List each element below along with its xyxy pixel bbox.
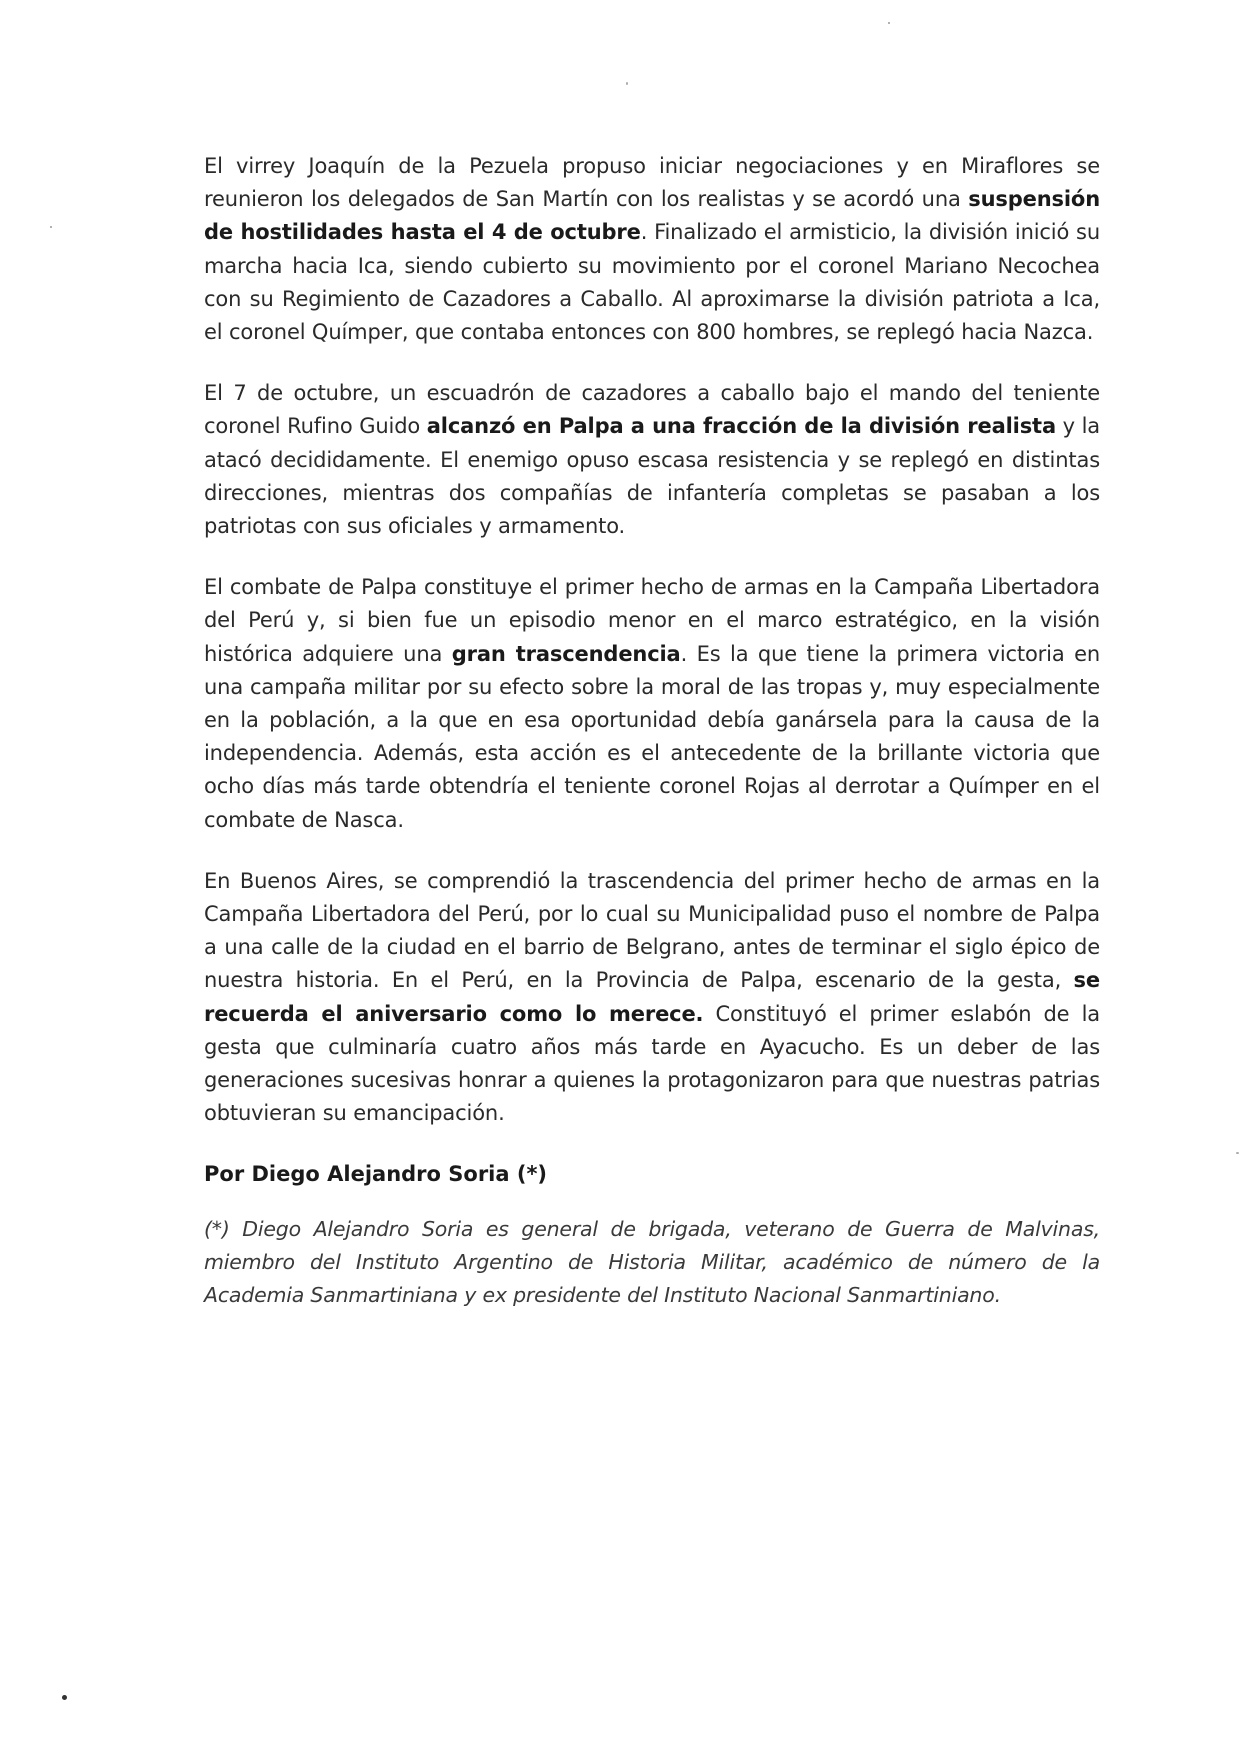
emphasis-text: alcanzó en Palpa a una fracción de la división realista — [426, 414, 1056, 439]
scan-speck — [888, 22, 890, 24]
scan-speck — [62, 1695, 67, 1700]
scan-speck — [1236, 1152, 1239, 1154]
author-byline: Por Diego Alejandro Soria (*) — [204, 1162, 548, 1187]
paragraph-palpa-attack — [204, 377, 1100, 543]
paragraph-text: Constituyó el primer eslabón de la gesta que culminaría cuatro años más tarde en Ayacucho. Es un deber de las generaciones sucesivas honrar a quienes la protagonizaron para que nuestras patrias obtuvieran su emancipación. — [204, 1001, 1100, 1126]
paragraph-text: El 7 de octubre, un escuadrón de cazadores a caballo bajo el mando del teniente coronel Rufino Guido — [204, 381, 1100, 439]
paragraph-trascendencia — [204, 571, 1100, 837]
paragraph-text: . Finalizado el armisticio, la división inició su marcha hacia Ica, siendo cubierto su movimiento por el coronel Mariano Necochea con su Regimiento de Cazadores a Caballo. Al aproximarse la división patriota a Ica, el coronel Químper, que contaba entonces con 800 hombres, se replegó hacia Nazca. — [204, 220, 1101, 345]
paragraph-armisticio — [204, 150, 1100, 349]
emphasis-text: suspensión de hostilidades hasta el 4 de octubre — [204, 187, 1100, 245]
article-body — [204, 150, 1100, 1312]
paragraph-text: . Es la que tiene la primera victoria en una campaña militar por su efecto sobre la moral de las tropas y, muy especialmente en la población, a la que en esa oportunidad debía ganársela para la causa de la independencia. Además, esta acción es el antecedente de la brillante victoria que ocho días más tarde obtendría el teniente coronel Rojas al derrotar a Químper en el combate de Nasca. — [204, 641, 1101, 832]
scan-speck — [626, 82, 628, 85]
emphasis-text: gran trascendencia — [451, 641, 681, 666]
scan-speck — [50, 226, 52, 228]
paragraph-buenos-aires — [204, 865, 1100, 1131]
paragraph-text: y la atacó decididamente. El enemigo opuso escasa resistencia y se replegó en distintas direcciones, mientras dos compañías de infantería completas se pasaban a los patriotas con sus oficiales y armamento. — [204, 414, 1101, 539]
emphasis-text: se recuerda el aniversario como lo merece. — [204, 968, 1100, 1026]
paragraph-text: El combate de Palpa constituye el primer hecho de armas en la Campaña Libertadora del Perú y, si bien fue un episodio menor en el marco estratégico, en la visión histórica adquiere una — [204, 575, 1100, 666]
author-footnote: (*) Diego Alejandro Soria es general de brigada, veterano de Guerra de Malvinas, miembro del Instituto Argentino de Historia Militar, académico de número de la Academia Sanmartiniana y ex presidente del Instituto Nacional Sanmartiniano. — [204, 1217, 1100, 1308]
paragraph-text: En Buenos Aires, se comprendió la trascendencia del primer hecho de armas en la Campaña Libertadora del Perú, por lo cual su Municipalidad puso el nombre de Palpa a una calle de la ciudad en el barrio de Belgrano, antes de terminar el siglo épico de nuestra historia. En el Perú, en la Provincia de Palpa, escenario de la gesta, — [204, 868, 1100, 993]
paragraph-text: El virrey Joaquín de la Pezuela propuso iniciar negociaciones y en Miraflores se reunieron los delegados de San Martín con los realistas y se acordó una — [204, 154, 1100, 212]
